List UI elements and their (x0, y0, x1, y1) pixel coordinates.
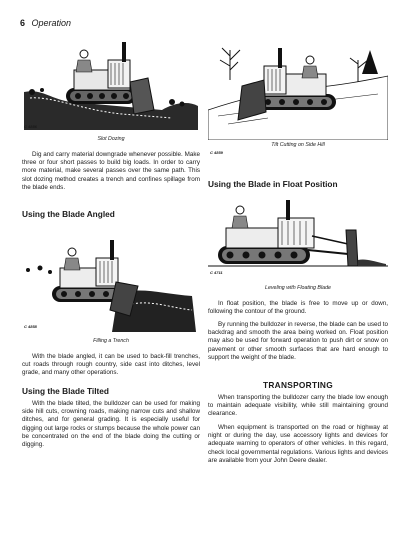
paragraph-transport-clearance: When transporting the bulldozer carry the blade low enough to maintain adequate visibility, while still maintaining ground clearance. (208, 394, 388, 418)
heading-transporting: TRANSPORTING (263, 380, 333, 390)
paragraph-slot-dozing: Dig and carry material downgrade whenever possible. Make three or four short passes to build big loads. In order to carry more material, make several passes over the same path. This slot dozing method creates a trench and confines spillage from the blade ends. (22, 151, 200, 191)
paragraph-blade-angled: With the blade angled, it can be used to back-fill trenches, cut roads through rough country, side cast into ditches, level grade, and many other operations. (22, 353, 200, 377)
page-number: 6 (20, 18, 26, 28)
slot-dozing-illustration (22, 30, 200, 134)
section-title: Operation (31, 18, 72, 28)
tilt-cutting-illustration (208, 30, 388, 140)
figure-code: C 4856 (24, 124, 37, 129)
figure-caption: Filling a Trench (93, 338, 129, 344)
leveling-illustration (208, 194, 388, 278)
heading-blade-tilted: Using the Blade Tilted (22, 386, 109, 396)
figure-filling-trench (22, 224, 200, 346)
heading-blade-angled: Using the Blade Angled (22, 209, 115, 219)
page-header (20, 18, 71, 28)
paragraph-transport-lights: When equipment is transported on the road or highway at night or during the day, use accessory lights and devices for adequate warning to operators of other vehicles. In this regard, check local governmental regulations. Various lights and devices are available from your John Deere dealer. (208, 424, 388, 464)
heading-float-position: Using the Blade in Float Position (208, 179, 338, 189)
figure-tilt-cutting (208, 30, 388, 155)
figure-caption: Slot Dozing (97, 136, 125, 142)
figure-code: C 4711 (210, 270, 223, 275)
figure-leveling (208, 194, 388, 294)
figure-caption: Leveling with Floating Blade (265, 285, 331, 291)
figure-code: C 4859 (210, 150, 223, 155)
paragraph-float-reverse: By running the bulldozer in reverse, the blade can be used to backdrag and smooth the area being worked on. Float position may also be used for forward operation to push dirt or snow on pavement or other smooth surfaces that are hard enough to support the weight of the blade. (208, 321, 388, 361)
filling-trench-illustration (22, 224, 200, 332)
figure-caption: Tilt Cutting on Side Hill (271, 142, 325, 148)
paragraph-blade-tilted: With the blade tilted, the bulldozer can be used for making side hill cuts, crowning roads, making narrow cuts and shallow ditches, and for general grading. It is especially useful for digging out large rocks or stumps because the whole power can be concentrated on the end of the blade doing the cutting or digging. (22, 400, 200, 449)
paragraph-float-position: In float position, the blade is free to move up or down, following the contour of the ground. (208, 300, 388, 316)
figure-code: C 4858 (24, 324, 37, 329)
figure-slot-dozing (22, 30, 200, 142)
